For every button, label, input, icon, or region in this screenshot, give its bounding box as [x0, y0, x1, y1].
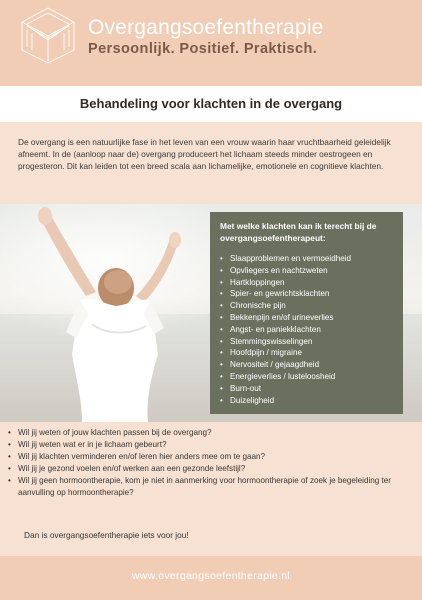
website-link[interactable]: www.overgangsoefentherapie.nl	[131, 570, 291, 582]
brand-name: Overgangsoefentherapie	[88, 16, 324, 39]
list-item: • Angst- en paniekklachten	[220, 324, 351, 336]
complaints-list	[220, 253, 351, 406]
list-item: • Opvliegers en nachtzweten	[220, 265, 351, 277]
list-item: • Burn-out	[220, 383, 351, 395]
question-item: • Wil jij je gezond voelen en/of werken aan een gezonde leefstijl?	[8, 463, 418, 475]
page-title: Behandeling voor klachten in de overgang	[79, 96, 343, 111]
list-item: • Nervositeit / gejaagdheid	[220, 359, 351, 371]
title-bar	[0, 86, 422, 122]
header	[0, 0, 422, 86]
list-item: • Duizeligheid	[220, 395, 351, 407]
tagline: Persoonlijk. Positief. Praktisch.	[88, 41, 318, 57]
question-item: • Wil jij weten of jouw klachten passen bij de overgang?	[8, 427, 418, 439]
complaints-box-title: Met welke klachten kan ik terecht bij de overgangsoefentherapeut:	[220, 221, 377, 243]
list-item: • Hartkloppingen	[220, 277, 351, 289]
list-item: • Spier- en gewrichtsklachten	[220, 288, 351, 300]
question-item: • Wil jij klachten verminderen en/of leren hier anders mee om te gaan?	[8, 451, 418, 463]
question-item: • Wil jij weten wat er in je lichaam gebeurt?	[8, 439, 418, 451]
list-item: • Stemmingswisselingen	[220, 336, 351, 348]
hexagon-logo-icon	[18, 6, 78, 64]
list-item: • Hoofdpijn / migraine	[220, 347, 351, 359]
footer	[0, 556, 422, 600]
question-item: • Wil jij geen hormoontherapie, kom je niet in aanmerking voor hormoontherapie of zoek je begeleiding ter aanvulling op hormoontherapie?	[8, 475, 418, 499]
list-item: • Slaapproblemen en vermoeidheid	[220, 253, 351, 265]
questions-list	[8, 427, 418, 499]
list-item: • Bekkenpijn en/of urineverlies	[220, 312, 351, 324]
complaints-box	[210, 212, 403, 414]
list-item: • Energieverlies / lusteloosheid	[220, 371, 351, 383]
closing-statement: Dan is overgangsoefentherapie iets voor jou!	[24, 530, 189, 540]
intro-paragraph: De overgang is een natuurlijke fase in het leven van een vrouw waarin haar vruchtbaarheid geleidelijk afneemt. In de (aanloop naar de) overgang produceert het lichaam steeds minder oestrogeen en progesteron. Dit kan leiden tot een breed scala aan lichamelijke, emotionele en cognitieve klachten.	[18, 137, 391, 171]
list-item: • Chronische pijn	[220, 300, 351, 312]
